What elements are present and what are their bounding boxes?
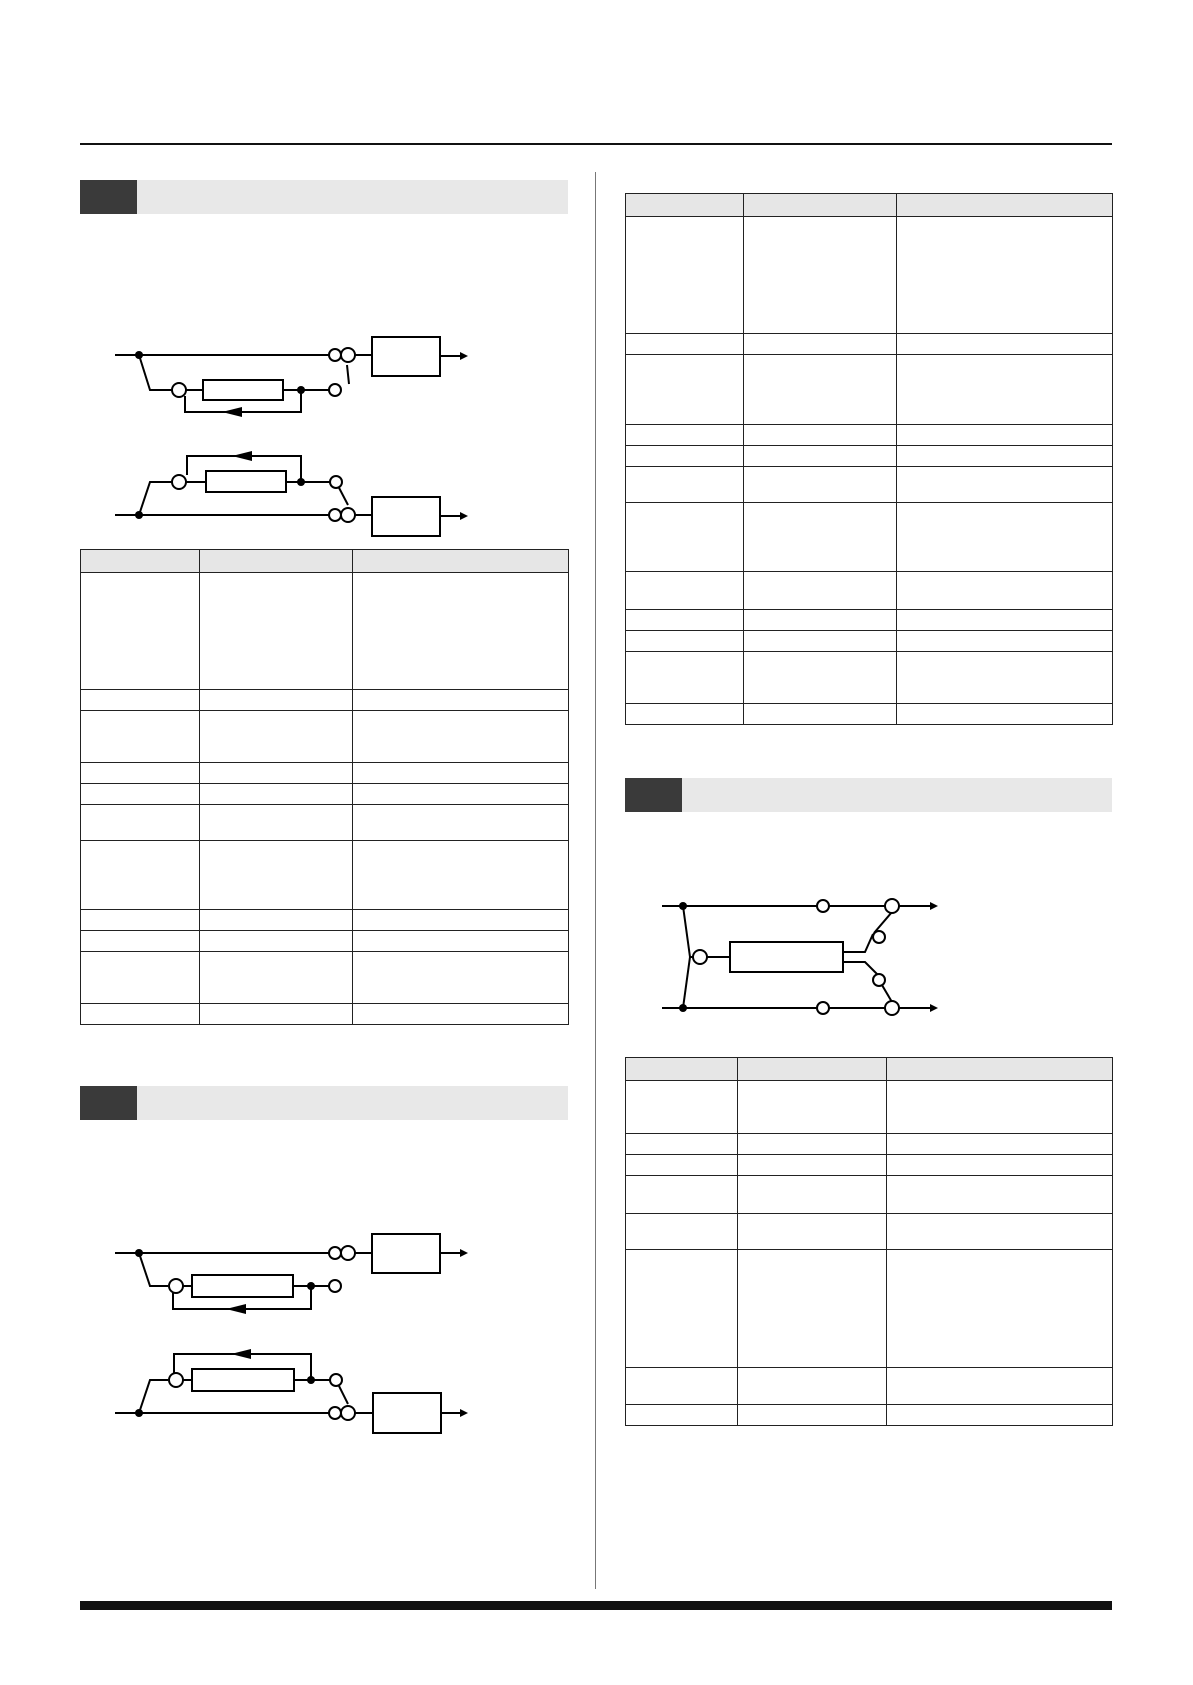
section-tab [625, 778, 682, 812]
table-row [81, 805, 569, 841]
table-row [81, 1004, 569, 1025]
table-cell [897, 446, 1113, 467]
table-cell [81, 711, 200, 763]
table-row [81, 711, 569, 763]
table-cell [626, 1081, 738, 1134]
table-cell [81, 910, 200, 931]
parameter-table [625, 193, 1113, 725]
table-cell [744, 425, 897, 446]
table-cell [738, 1250, 887, 1368]
table-cell [200, 931, 353, 952]
table-cell [353, 1004, 569, 1025]
table-cell [200, 690, 353, 711]
table-cell [626, 217, 744, 334]
table-cell [353, 784, 569, 805]
table-cell [897, 355, 1113, 425]
table-cell [626, 1214, 738, 1250]
parameter-table [625, 1057, 1113, 1426]
table-cell [744, 652, 897, 704]
table-cell [81, 931, 200, 952]
table-row [626, 572, 1113, 610]
table-cell [744, 334, 897, 355]
table-cell [897, 610, 1113, 631]
table-cell [897, 217, 1113, 334]
table-cell [738, 1368, 887, 1405]
table-cell [887, 1250, 1113, 1368]
table-cell [81, 805, 200, 841]
table-row [81, 931, 569, 952]
table-cell [738, 1176, 887, 1214]
table-cell [353, 910, 569, 931]
table-cell [626, 446, 744, 467]
table-header-cell [744, 194, 897, 217]
table-cell [353, 805, 569, 841]
table-cell [897, 572, 1113, 610]
table-cell [200, 784, 353, 805]
table-row [626, 1368, 1113, 1405]
section-tab [80, 1086, 137, 1120]
table-header-cell [626, 1058, 738, 1081]
table-row [626, 467, 1113, 503]
table-cell [200, 952, 353, 1004]
table-cell [887, 1214, 1113, 1250]
table-row [626, 446, 1113, 467]
table-cell [626, 572, 744, 610]
table-cell [744, 446, 897, 467]
table-cell [738, 1134, 887, 1155]
table-cell [744, 631, 897, 652]
table-cell [81, 784, 200, 805]
table-cell [200, 573, 353, 690]
section-header [625, 778, 1112, 812]
table-cell [626, 425, 744, 446]
table-row [626, 1081, 1113, 1134]
table-header-row [626, 1058, 1113, 1081]
table-cell [81, 763, 200, 784]
table-row [626, 1134, 1113, 1155]
table-cell [887, 1155, 1113, 1176]
table-header-cell [200, 550, 353, 573]
signal-flow-diagram [100, 1223, 500, 1443]
table-cell [626, 467, 744, 503]
table-row [626, 1250, 1113, 1368]
table-cell [626, 1176, 738, 1214]
table-cell [626, 631, 744, 652]
table-cell [887, 1368, 1113, 1405]
signal-flow-diagram [660, 895, 950, 1025]
table-row [81, 841, 569, 910]
table-cell [626, 610, 744, 631]
table-cell [353, 931, 569, 952]
table-cell [744, 572, 897, 610]
table-cell [200, 841, 353, 910]
table-cell [200, 1004, 353, 1025]
table-cell [897, 631, 1113, 652]
table-header-cell [353, 550, 569, 573]
table-cell [353, 952, 569, 1004]
column-divider [595, 172, 596, 1589]
table-row [626, 425, 1113, 446]
table-row [626, 1155, 1113, 1176]
table-cell [353, 841, 569, 910]
table-cell [738, 1155, 887, 1176]
table-cell [897, 467, 1113, 503]
top-rule [80, 143, 1112, 145]
table-cell [626, 652, 744, 704]
parameter-table [80, 549, 569, 1025]
table-cell [626, 1405, 738, 1426]
table-cell [626, 503, 744, 572]
table-header-cell [81, 550, 200, 573]
table-row [626, 334, 1113, 355]
table-row [81, 952, 569, 1004]
table-row [81, 910, 569, 931]
table-header-cell [897, 194, 1113, 217]
table-cell [744, 503, 897, 572]
table-cell [626, 355, 744, 425]
table-cell [353, 763, 569, 784]
table-cell [887, 1081, 1113, 1134]
table-row [81, 784, 569, 805]
table-cell [626, 334, 744, 355]
table-cell [897, 652, 1113, 704]
table-row [626, 631, 1113, 652]
table-header-row [626, 194, 1113, 217]
table-cell [897, 503, 1113, 572]
table-cell [626, 1134, 738, 1155]
table-cell [744, 467, 897, 503]
table-cell [81, 952, 200, 1004]
table-row [81, 573, 569, 690]
table-cell [887, 1134, 1113, 1155]
table-row [626, 1176, 1113, 1214]
table-cell [626, 1250, 738, 1368]
table-cell [81, 573, 200, 690]
table-row [626, 503, 1113, 572]
table-cell [744, 610, 897, 631]
section-header [80, 1086, 568, 1120]
table-cell [897, 704, 1113, 725]
table-cell [744, 704, 897, 725]
table-cell [200, 763, 353, 784]
table-cell [200, 910, 353, 931]
table-cell [353, 711, 569, 763]
table-cell [626, 1368, 738, 1405]
table-cell [200, 805, 353, 841]
table-cell [626, 1155, 738, 1176]
table-cell [81, 1004, 200, 1025]
table-cell [738, 1405, 887, 1426]
table-cell [887, 1176, 1113, 1214]
section-header [80, 180, 568, 214]
table-header-cell [626, 194, 744, 217]
table-header-row [81, 550, 569, 573]
table-cell [744, 217, 897, 334]
table-cell [200, 711, 353, 763]
table-cell [81, 841, 200, 910]
table-cell [626, 704, 744, 725]
table-cell [897, 334, 1113, 355]
table-cell [81, 690, 200, 711]
table-header-cell [738, 1058, 887, 1081]
table-header-cell [887, 1058, 1113, 1081]
table-cell [744, 355, 897, 425]
table-row [626, 610, 1113, 631]
table-cell [353, 573, 569, 690]
table-row [626, 355, 1113, 425]
table-cell [353, 690, 569, 711]
signal-flow-diagram [100, 325, 500, 545]
table-row [81, 763, 569, 784]
table-cell [887, 1405, 1113, 1426]
table-cell [738, 1081, 887, 1134]
section-tab [80, 180, 137, 214]
table-row [626, 1214, 1113, 1250]
bottom-rule [80, 1601, 1112, 1610]
table-row [626, 217, 1113, 334]
table-row [81, 690, 569, 711]
table-cell [738, 1214, 887, 1250]
table-row [626, 652, 1113, 704]
table-row [626, 704, 1113, 725]
table-row [626, 1405, 1113, 1426]
table-cell [897, 425, 1113, 446]
